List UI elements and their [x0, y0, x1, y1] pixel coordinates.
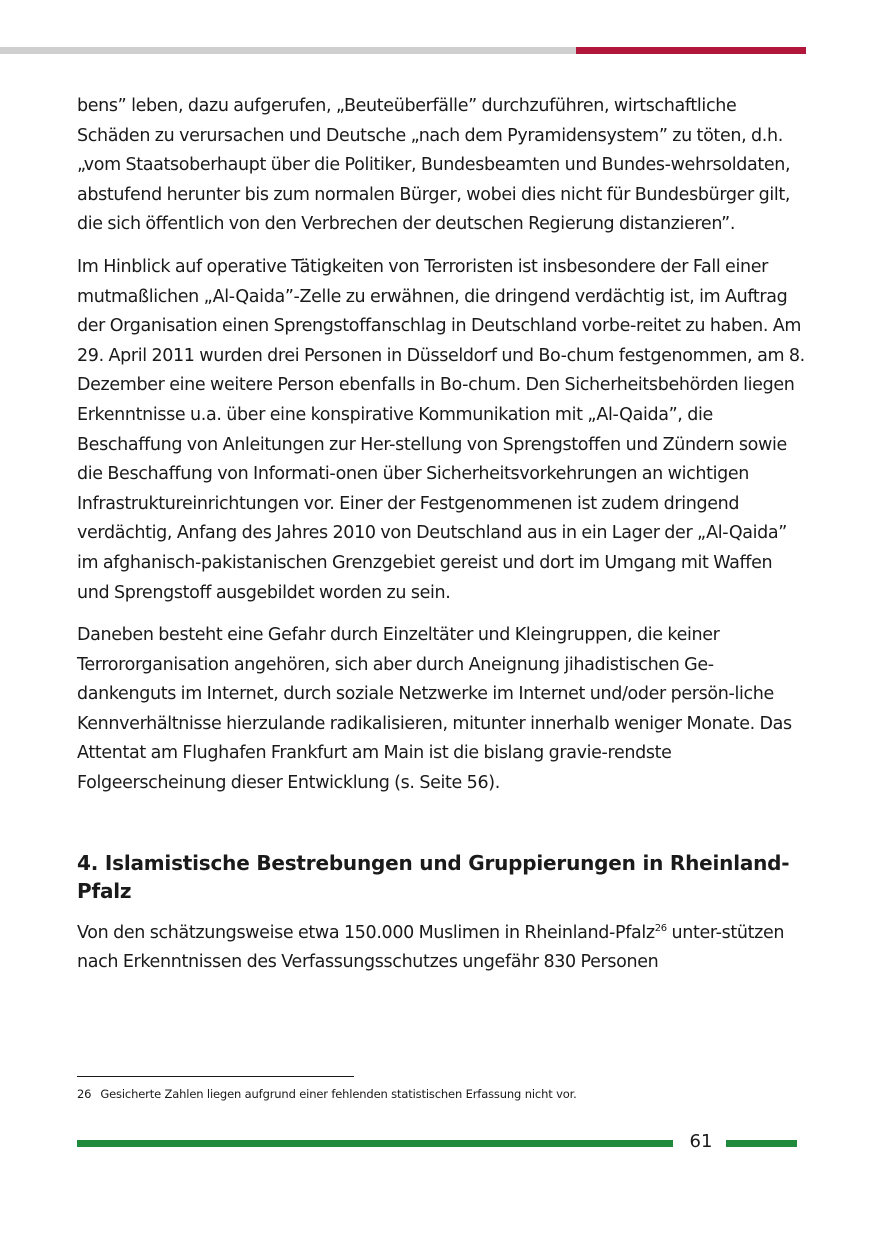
footer-rule-left — [77, 1140, 673, 1147]
intro-text-after-ref: unter-stützen nach Erkenntnissen des Verfassungsschutzes ungefähr 830 Personen — [77, 922, 785, 973]
footnote-text: Gesicherte Zahlen liegen aufgrund einer fehlenden statistischen Erfassung nicht vor. — [100, 1087, 577, 1101]
footnote-number: 26 — [77, 1087, 92, 1101]
header-rule-grey — [0, 47, 576, 54]
footnote-separator — [77, 1076, 354, 1077]
section-heading: 4. Islamistische Bestrebungen und Gruppierungen in Rheinland-Pfalz — [77, 850, 790, 903]
page-body — [77, 92, 807, 991]
footnote-reference[interactable]: 26 — [654, 922, 667, 934]
section-intro-paragraph — [77, 919, 807, 978]
page-number: 61 — [689, 1131, 713, 1152]
intro-text-before-ref: Von den schätzungsweise etwa 150.000 Muslimen in Rheinland-Pfalz — [77, 922, 655, 943]
paragraph-2: Im Hinblick auf operative Tätigkeiten von Terroristen ist insbesondere der Fall einer mutmaßlichen „Al-Qaida”-Zelle zu erwähnen, die dringend verdächtig ist, im Auftrag der Organisation einen Sprengstoffanschlag in Deutschland vorbe-reitet zu haben. Am 29. April 2011 wurden drei Personen in Düsseldorf und Bo-chum festgenommen, am 8. Dezember eine weitere Person ebenfalls in Bo-chum. Den Sicherheitsbehörden liegen Erkenntnisse u.a. über eine konspirative Kommunikation mit „Al-Qaida”, die Beschaffung von Anleitungen zur Her-stellung von Sprengstoffen und Zündern sowie die Beschaffung von Informati-onen über Sicherheitsvorkehrungen an wichtigen Infrastruktureinrichtungen vor. Einer der Festgenommenen ist zudem dringend verdächtig, Anfang des Jahres 2010 von Deutschland aus in ein Lager der „Al-Qaida” im afghanisch-pakistanischen Grenzgebiet gereist und dort im Umgang mit Waffen und Sprengstoff ausgebildet worden zu sein. — [77, 256, 805, 603]
header-rule-accent — [576, 47, 806, 54]
paragraph-3: Daneben besteht eine Gefahr durch Einzeltäter und Kleingruppen, die keiner Terrororganisation angehören, sich aber durch Aneignung jihadistischen Ge-dankenguts im Internet, durch soziale Netzwerke im Internet und/oder persön-liche Kennverhältnisse hierzulande radikalisieren, mitunter innerhalb weniger Monate. Das Attentat am Flughafen Frankfurt am Main ist die bislang gravie-rendste Folgeerscheinung dieser Entwicklung (s. Seite 56). — [77, 625, 792, 794]
footer-rule-right — [726, 1140, 797, 1147]
paragraph-1: bens” leben, dazu aufgerufen, „Beuteüberfälle” durchzuführen, wirtschaftliche Schäden zu verursachen und Deutsche „nach dem Pyramidensystem” zu töten, d.h. „vom Staatsoberhaupt über die Politiker, Bundesbeamten und Bundes-wehrsoldaten, abstufend herunter bis zum normalen Bürger, wobei dies nicht für Bundesbürger gilt, die sich öffentlich von den Verbrechen der deutschen Regierung distanzieren”. — [77, 96, 791, 235]
footnote — [77, 1087, 577, 1101]
